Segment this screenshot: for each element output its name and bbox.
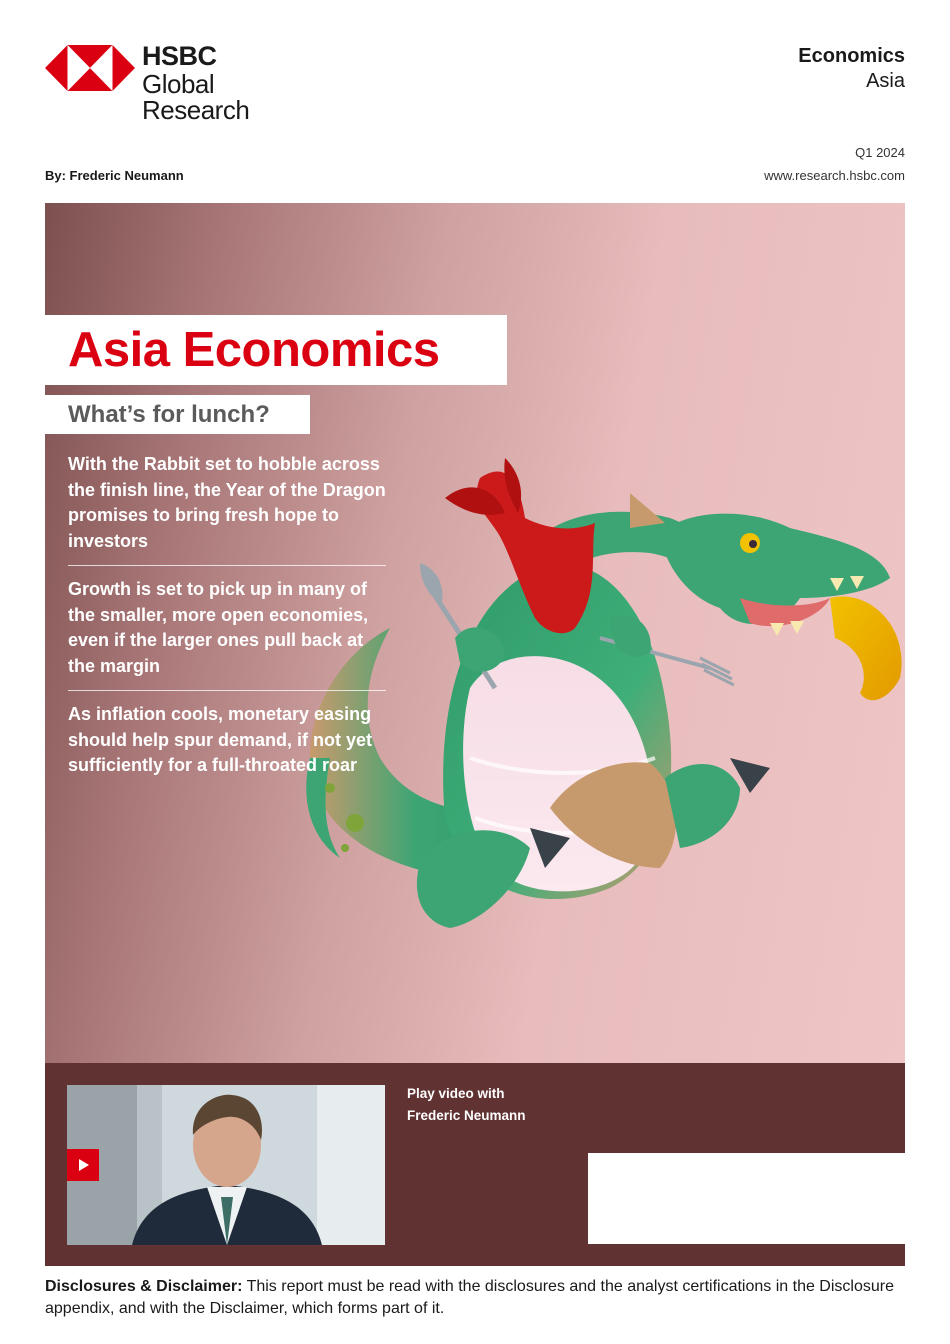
brand-subtitle: Global Research <box>142 69 250 125</box>
video-band <box>45 1063 905 1266</box>
key-points <box>68 452 386 801</box>
report-subtitle: What’s for lunch? <box>68 401 270 428</box>
title-box <box>45 315 507 385</box>
video-label[interactable] <box>407 1083 526 1127</box>
hsbc-hexagon-icon <box>45 45 135 91</box>
key-point: With the Rabbit set to hobble across the finish line, the Year of the Dragon promises to bring fresh hope to investors <box>68 452 386 566</box>
video-thumbnail[interactable] <box>67 1085 385 1245</box>
brand-name: HSBC <box>142 41 217 71</box>
play-icon[interactable] <box>67 1149 99 1181</box>
video-label-line2: Frederic Neumann <box>407 1108 526 1123</box>
key-point: As inflation cools, monetary easing should help spur demand, if not yet sufficiently for a full-throated roar <box>68 704 373 775</box>
region-label: Asia <box>866 70 905 92</box>
hero-panel <box>45 203 905 1063</box>
disclaimer <box>45 1276 905 1320</box>
hsbc-logo <box>45 41 320 125</box>
disclaimer-text: This report must be read with the disclosures and the analyst certifications in the Disclosure appendix, and with the Disclaimer, which forms part of it. <box>45 1278 894 1317</box>
report-date: Q1 2024 <box>855 145 905 160</box>
video-label-line1: Play video with <box>407 1086 505 1101</box>
subtitle-box <box>45 395 310 434</box>
blank-panel <box>588 1153 905 1244</box>
key-point: Growth is set to pick up in many of the smaller, more open economies, even if the larger ones pull back at the margin <box>68 577 386 691</box>
disclaimer-lead: Disclosures & Disclaimer: <box>45 1278 243 1295</box>
report-category <box>798 44 905 94</box>
analyst-portrait-icon <box>67 1085 385 1245</box>
byline: By: Frederic Neumann <box>45 168 184 183</box>
category-label: Economics <box>798 45 905 67</box>
report-title: Asia Economics <box>68 323 440 377</box>
research-url[interactable]: www.research.hsbc.com <box>764 168 905 183</box>
